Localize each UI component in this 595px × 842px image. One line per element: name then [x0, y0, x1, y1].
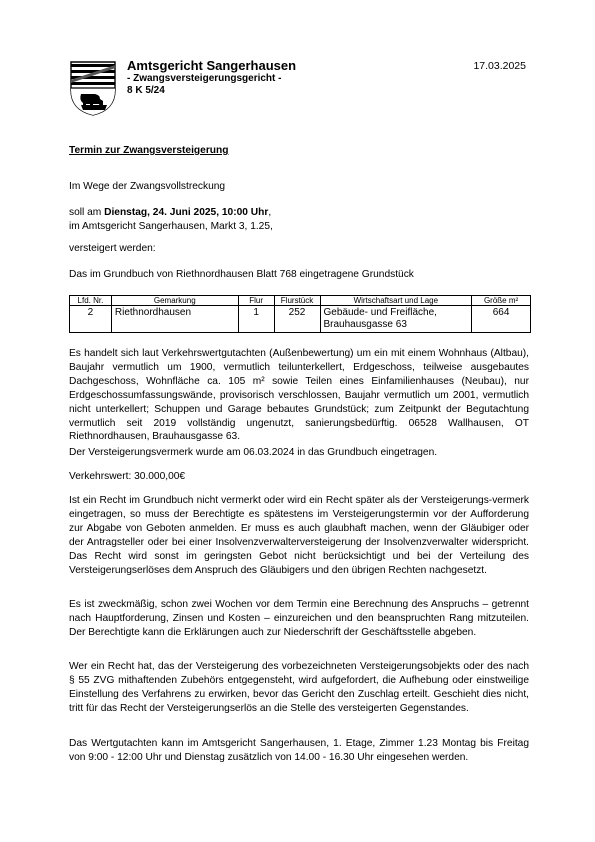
table-header-row: [70, 296, 531, 306]
document-title: Termin zur Zwangsversteigerung: [69, 145, 229, 156]
col-header-flurstueck: Flurstück: [274, 296, 320, 306]
cell-gemarkung: Riethnordhausen: [111, 306, 238, 333]
property-table: [69, 295, 531, 333]
registration-note: Der Versteigerungsvermerk wurde am 06.03.2024 in das Grundbuch eingetragen.: [69, 447, 438, 458]
auction-location: im Amtsgericht Sangerhausen, Markt 3, 1.25,: [69, 221, 273, 232]
col-header-gemarkung: Gemarkung: [111, 296, 238, 306]
auction-datetime: Dienstag, 24. Juni 2025, 10:00 Uhr: [104, 207, 269, 218]
schedule-prefix: soll am: [69, 207, 105, 218]
action-line: versteigert werden:: [69, 243, 156, 254]
lage-line-1: Gebäude- und Freifläche,: [323, 307, 437, 318]
cell-groesse: 664: [472, 306, 531, 333]
cell-flurstueck: 252: [274, 306, 320, 333]
appraisal-paragraph: Das Wertgutachten kann im Amtsgericht Sangerhausen, 1. Etage, Zimmer 1.23 Montag bis Freitag von 9:00 - 12:00 Uhr und Dienstag zusätzlich von 14.00 - 16.30 Uhr eingesehen werden.: [69, 738, 529, 763]
cell-lage: [320, 306, 472, 333]
col-header-flur: Flur: [238, 296, 274, 306]
cell-lfd-nr: 2: [70, 306, 112, 333]
description-paragraph: Es handelt sich laut Verkehrswertgutachten (Außenbewertung) um ein mit einem Wohnhaus (Altbau), Baujahr vermutlich um 1900, vermutlich teilunterkellert, Erdgeschoss, teilweise ausgebautes Dachgeschoss, Wohnfläche ca. 105 m² sowie Teilen eines Einfamilienhauses (Neubau), nur Erdgeschossumfassungswände, provisorisch verschlossen, Baujahr vermutlich um 2001, vermutlich nicht unterkellert; Schuppen und Garage bebautes Grundstück; zum Zeitpunkt der Begutachtung vermutlich seit 2019 vollständig ungenutzt, sanierungsbedürftig. 06528 Wallhausen, OT Riethnordhausen, Brauhausgasse 63.: [69, 348, 529, 443]
case-number: 8 K 5/24: [127, 85, 165, 96]
property-intro: Das im Grundbuch von Riethnordhausen Blatt 768 eingetragene Grundstück: [69, 269, 414, 280]
schedule-suffix: ,: [268, 207, 272, 218]
rights-paragraph: Ist ein Recht im Grundbuch nicht vermerkt oder wird ein Recht später als der Versteigerungs-vermerk eingetragen, so muss der Berechtigte es spätestens im Versteigerungstermin vor der Aufforderung zur Abgabe von Geboten anmelden. Er muss es auch glaubhaft machen, wenn der Gläubiger oder der Antragsteller oder bei einer Insolvenzverwalterversteigerung der Insolvenzverwalter widerspricht. Das Recht wird sonst im geringsten Gebot nicht berücksichtigt und bei der Verteilung des Versteigerungserlöses dem Anspruch des Gläubigers und den übrigen Rechten nachgesetzt.: [69, 495, 529, 576]
claim-paragraph: Es ist zweckmäßig, schon zwei Wochen vor dem Termin eine Berechnung des Anspruchs – getrennt nach Hauptforderung, Zinsen und Kosten – einzureichen und den beanspruchten Rang mitzuteilen. Der Berechtigte kann die Erklärungen auch zur Niederschrift der Geschäftsstelle abgeben.: [69, 599, 529, 638]
market-value: Verkehrswert: 30.000,00€: [69, 471, 186, 482]
schedule-line: [69, 207, 271, 218]
coat-of-arms-icon: [69, 60, 117, 116]
col-header-lfd-nr: Lfd. Nr.: [70, 296, 112, 306]
intro-line: Im Wege der Zwangsvollstreckung: [69, 181, 226, 192]
col-header-lage: Wirtschaftsart und Lage: [320, 296, 472, 306]
document-date: 17.03.2025: [473, 60, 526, 72]
col-header-groesse: Größe m²: [472, 296, 531, 306]
court-name: Amtsgericht Sangerhausen: [127, 58, 297, 73]
cell-flur: 1: [238, 306, 274, 333]
table-row: [70, 306, 531, 333]
objection-paragraph: Wer ein Recht hat, das der Versteigerung des vorbezeichneten Versteigerungsobjekts oder des nach § 55 ZVG mithaftenden Zubehörs entgegensteht, wird aufgefordert, die Aufhebung oder einstweilige Einstellung des Verfahrens zu erwirken, bevor das Gericht den Zuschlag erteilt. Geschieht dies nicht, tritt für das Recht der Versteigerungserlös an die Stelle des versteigerten Gegenstandes.: [69, 661, 529, 714]
court-subtitle: - Zwangsversteigerungsgericht -: [127, 73, 282, 84]
lage-line-2: Brauhausgasse 63: [323, 319, 407, 330]
